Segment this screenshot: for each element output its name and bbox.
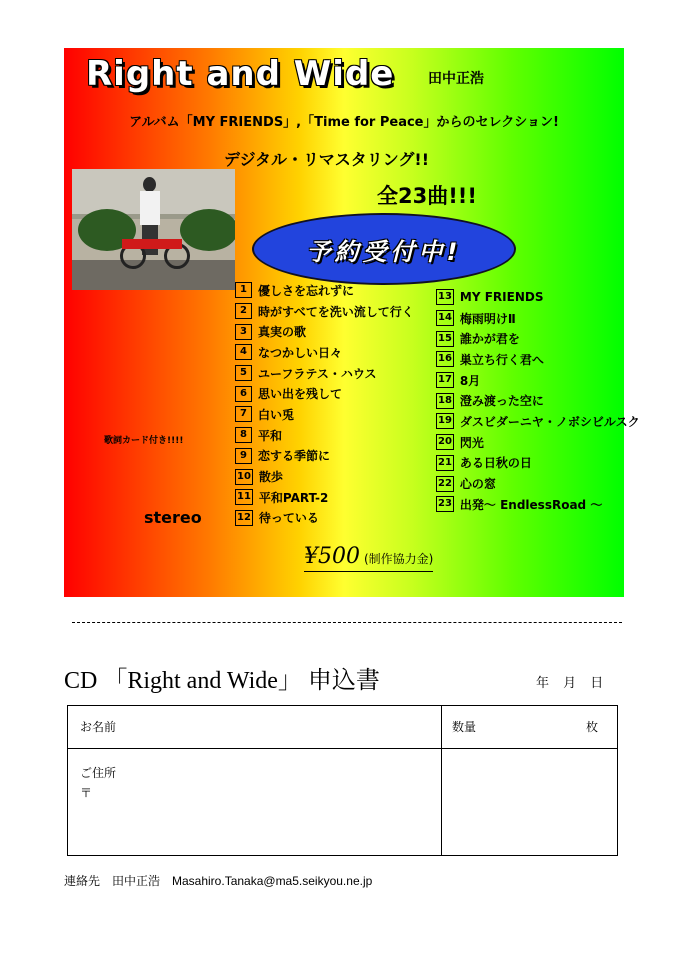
reservation-badge xyxy=(252,213,516,285)
track-title: ユーフラテス・ハウス xyxy=(258,366,377,381)
reservation-badge-text: 予約受付中! xyxy=(306,237,462,266)
track-item xyxy=(235,342,414,363)
track-item xyxy=(235,446,414,467)
track-number: 18 xyxy=(436,393,454,409)
track-title: 真実の歌 xyxy=(258,325,307,340)
flyer xyxy=(64,48,640,597)
track-title: 閃光 xyxy=(459,435,484,450)
track-title: 澄み渡った空に xyxy=(459,394,544,409)
form-title: CD 「Right and Wide」 申込書 xyxy=(64,668,380,694)
album-title: Right and Wide xyxy=(86,54,395,94)
track-item xyxy=(235,301,414,322)
track-count: 全23曲!!! xyxy=(377,184,477,208)
track-number: 12 xyxy=(235,510,253,526)
track-item xyxy=(235,425,414,446)
track-item xyxy=(436,432,640,453)
track-title: 誰かが君を xyxy=(459,332,520,347)
track-item xyxy=(235,508,414,529)
track-item xyxy=(235,363,414,384)
track-title: 時がすべてを洗い流して行く xyxy=(258,304,414,319)
track-number: 3 xyxy=(235,324,252,340)
name-field-label: お名前 xyxy=(80,720,117,734)
track-item xyxy=(235,280,414,301)
track-item xyxy=(436,370,640,391)
track-item xyxy=(436,328,640,349)
track-number: 9 xyxy=(235,448,252,464)
remaster-text: デジタル・リマスタリング!! xyxy=(224,150,429,169)
quantity-field-label: 数量 xyxy=(452,720,477,734)
track-item xyxy=(235,383,414,404)
zip-mark: 〒 xyxy=(80,786,93,800)
track-item xyxy=(436,411,640,432)
price-amount: ¥500 xyxy=(304,544,360,569)
track-number: 8 xyxy=(235,427,252,443)
order-form-table xyxy=(67,705,618,856)
track-item xyxy=(436,349,640,370)
price xyxy=(304,544,433,572)
track-title: MY FRIENDS xyxy=(459,290,544,305)
track-title: ある日秋の日 xyxy=(459,456,532,471)
track-number: 14 xyxy=(436,310,454,326)
track-item xyxy=(436,473,640,494)
quantity-unit: 枚 xyxy=(586,720,599,734)
track-item xyxy=(235,466,414,487)
track-item xyxy=(436,390,640,411)
price-note: (制作協力金) xyxy=(364,552,434,566)
track-title: 巣立ち行く君へ xyxy=(459,352,544,367)
track-title: 8月 xyxy=(459,373,481,388)
track-number: 13 xyxy=(436,289,454,305)
track-number: 5 xyxy=(235,365,252,381)
track-title: 思い出を残して xyxy=(258,387,343,402)
track-number: 7 xyxy=(235,406,252,422)
artist-photo xyxy=(72,169,235,290)
track-number: 19 xyxy=(436,413,454,429)
track-title: なつかしい日々 xyxy=(258,345,343,360)
track-number: 22 xyxy=(436,476,454,492)
author-name: 田中正浩 xyxy=(428,71,484,87)
track-title: 恋する季節に xyxy=(258,449,331,464)
track-number: 1 xyxy=(235,282,252,298)
track-title: 平和 xyxy=(258,428,283,443)
tracklist-right xyxy=(436,287,640,515)
track-title: 平和PART-2 xyxy=(258,490,329,505)
tracklist-left xyxy=(235,280,414,528)
track-number: 17 xyxy=(436,372,454,388)
track-title: 白い兎 xyxy=(258,407,295,422)
track-item xyxy=(235,404,414,425)
track-title: 待っている xyxy=(258,511,319,526)
track-item xyxy=(235,321,414,342)
track-title: 散歩 xyxy=(258,470,283,485)
form-date: 年 月 日 xyxy=(536,676,604,691)
track-number: 2 xyxy=(235,303,252,319)
cut-line xyxy=(72,622,622,623)
track-item xyxy=(235,487,414,508)
track-number: 21 xyxy=(436,455,454,471)
track-item xyxy=(436,453,640,474)
track-item xyxy=(436,308,640,329)
address-field-label: ご住所 xyxy=(80,766,117,780)
track-number: 4 xyxy=(235,344,252,360)
track-item xyxy=(436,287,640,308)
track-item xyxy=(436,494,640,515)
track-number: 6 xyxy=(235,386,252,402)
track-title: ダスビダーニヤ・ノボシビルスク xyxy=(459,414,640,429)
lyric-card-note: 歌詞カード付き!!!! xyxy=(104,436,184,446)
track-number: 10 xyxy=(235,469,253,485)
track-number: 20 xyxy=(436,434,454,450)
track-title: 梅雨明けⅡ xyxy=(459,311,516,326)
track-number: 23 xyxy=(436,496,454,512)
selection-text: アルバム「MY FRIENDS」,「Time for Peace」からのセレクション! xyxy=(129,115,559,130)
track-title: 出発〜 EndlessRoad 〜 xyxy=(459,497,603,512)
contact-info: 連絡先 田中正浩 Masahiro.Tanaka@ma5.seikyou.ne.jp xyxy=(64,874,373,888)
track-title: 心の窓 xyxy=(459,477,496,492)
track-number: 11 xyxy=(235,489,253,505)
track-title: 優しさを忘れずに xyxy=(258,283,355,298)
track-number: 15 xyxy=(436,331,454,347)
stereo-label: stereo xyxy=(144,508,202,527)
track-number: 16 xyxy=(436,351,454,367)
